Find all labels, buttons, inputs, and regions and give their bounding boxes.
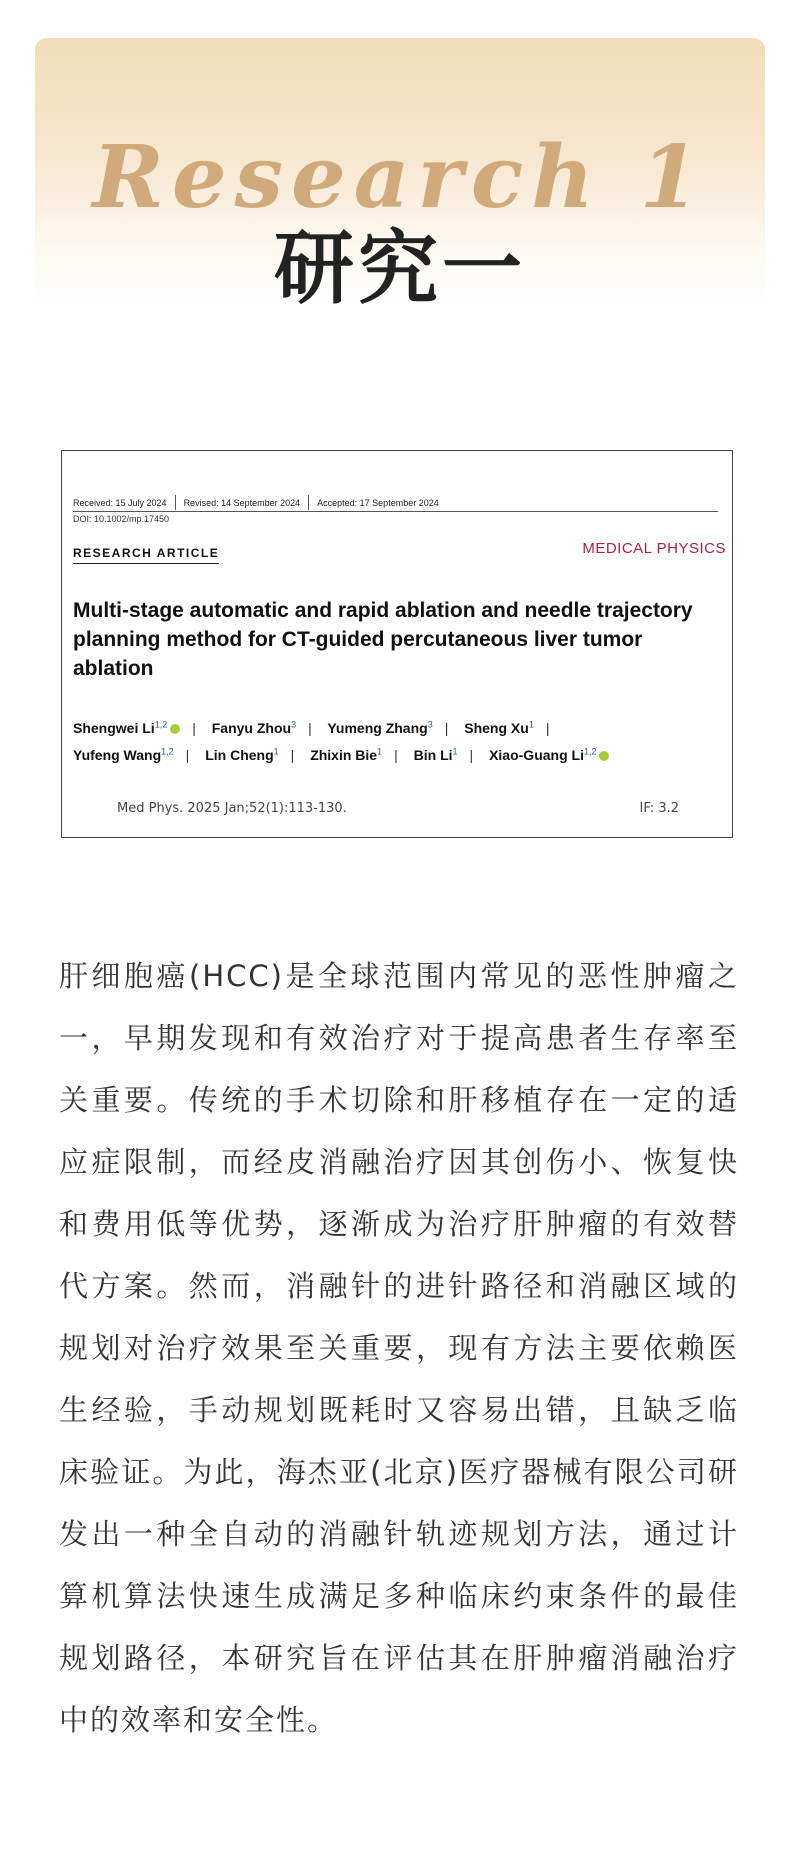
author-affiliation: 3 [291, 719, 297, 729]
paper-citation-card [61, 450, 733, 838]
section-title-english: Research 1 [92, 127, 708, 228]
accepted-date: Accepted: 17 September 2024 [317, 497, 439, 508]
received-date: Received: 15 July 2024 [73, 497, 167, 508]
date-divider [175, 495, 176, 510]
article-type-label: RESEARCH ARTICLE [73, 546, 219, 564]
author-item [327, 720, 460, 736]
section-title-chinese: 研究一 [274, 221, 526, 315]
impact-factor: IF: 3.2 [639, 801, 679, 816]
author-name: Xiao-Guang Li [489, 747, 584, 764]
author-name: Lin Cheng [205, 747, 274, 764]
revised-date: Revised: 14 September 2024 [183, 497, 301, 508]
author-separator: | [394, 747, 398, 764]
author-separator: | [308, 719, 312, 736]
author-item [489, 747, 609, 763]
article-summary-paragraph: 肝细胞癌(HCC)是全球范围内常见的恶性肿瘤之一，早期发现和有效治疗对于提高患者生存率至关重要。传统的手术切除和肝移植存在一定的适应症限制，而经皮消融治疗因其创伤小、恢复快和费用低等优势，逐渐成为治疗肝肿瘤的有效替代方案。然而，消融针的进针路径和消融区域的规划对治疗效果至关重要，现有方法主要依赖医生经验，手动规划既耗时又容易出错，且缺乏临床验证。为此，海杰亚(北京)医疗器械有限公司研发出一种全自动的消融针轨迹规划方法，通过计算机算法快速生成满足多种临床约束条件的最佳规划路径，本研究旨在评估其在肝肿瘤消融治疗中的效率和安全性。 [59, 959, 739, 1737]
author-affiliation: 1 [377, 746, 383, 757]
author-item [310, 747, 410, 763]
author-name: Yufeng Wang [73, 747, 162, 764]
author-name: Sheng Xu [464, 719, 529, 736]
author-affiliation: 1 [273, 746, 279, 757]
author-separator: | [192, 719, 196, 736]
author-item [212, 720, 324, 736]
author-affiliation: 1 [528, 719, 534, 729]
paper-title: Multi-stage automatic and rapid ablation and needle trajectory planning method for CT-guided percutaneous liver tumor ablation [73, 599, 693, 680]
author-name: Fanyu Zhou [211, 719, 292, 736]
author-item [73, 720, 208, 736]
author-affiliation: 1 [452, 746, 458, 757]
author-name: Yumeng Zhang [327, 719, 428, 736]
author-affiliation: 1,2 [583, 746, 597, 757]
journal-name: MEDICAL PHYSICS [582, 540, 726, 557]
paper-doi: DOI: 10.1002/mp.17450 [73, 514, 170, 524]
orcid-icon [599, 751, 609, 761]
author-item [464, 720, 561, 736]
author-separator: | [290, 747, 295, 764]
author-item [73, 747, 201, 763]
author-name: Bin Li [413, 747, 453, 764]
author-separator: | [545, 719, 550, 736]
author-name: Zhixin Bie [310, 747, 378, 764]
date-divider [308, 495, 309, 510]
paper-dates-row [73, 494, 718, 512]
author-affiliation: 1,2 [154, 719, 168, 729]
journal-citation: Med Phys. 2025 Jan;52(1):113-130. [117, 801, 347, 816]
author-item [205, 747, 306, 763]
author-item [414, 747, 486, 763]
author-separator: | [469, 747, 474, 764]
orcid-icon [170, 724, 180, 734]
author-name: Shengwei Li [73, 719, 155, 736]
author-separator: | [185, 747, 190, 764]
author-affiliation: 1,2 [161, 746, 174, 757]
author-separator: | [444, 719, 449, 736]
author-affiliation: 3 [427, 719, 433, 729]
author-list [73, 712, 723, 767]
